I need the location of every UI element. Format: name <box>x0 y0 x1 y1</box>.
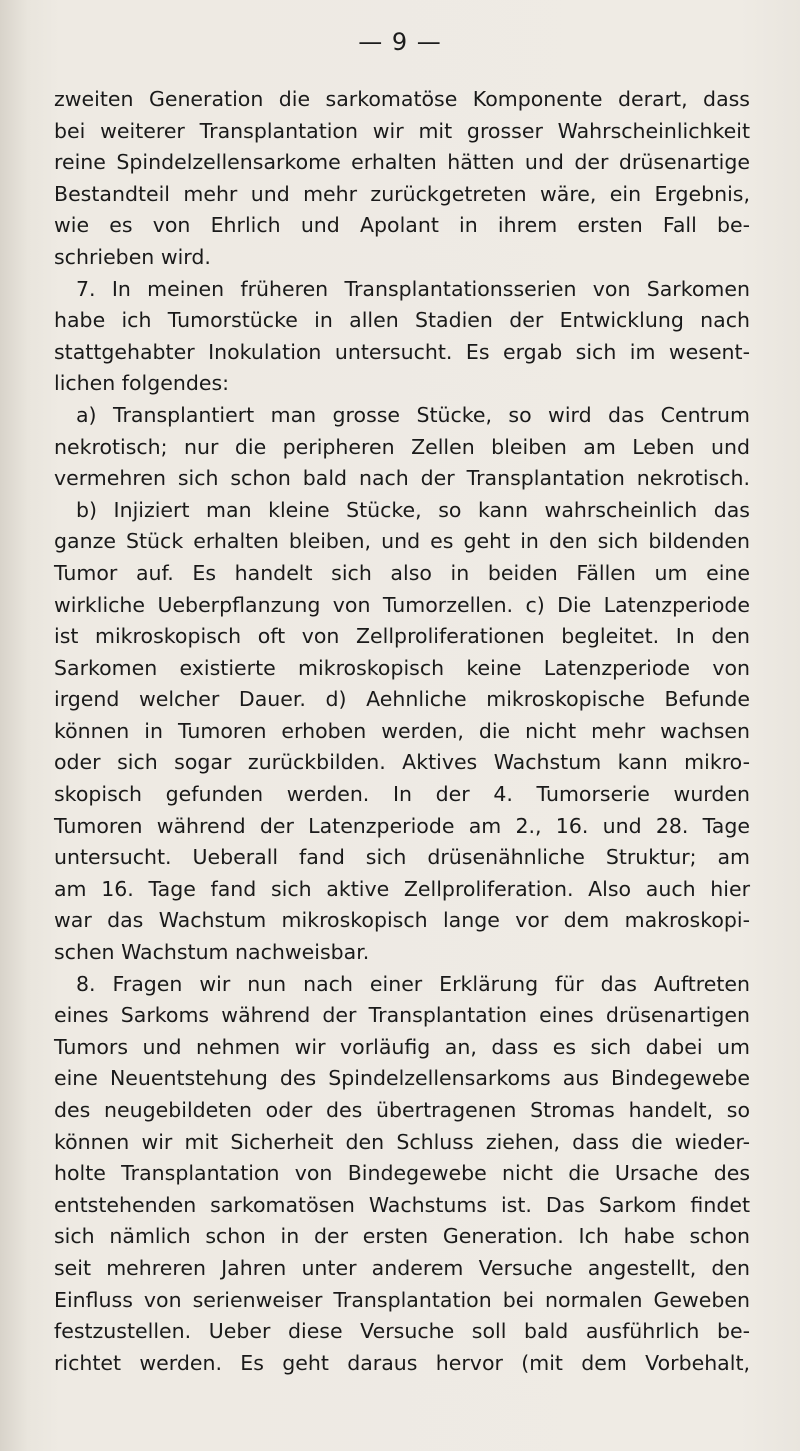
text-line: können in Tumoren erhoben werden, die nicht mehr wachsen <box>54 718 750 743</box>
text-line: a) Transplantiert man grosse Stücke, so wird das Centrum <box>76 402 750 427</box>
text-line: sich nämlich schon in der ersten Generation. Ich habe schon <box>54 1224 750 1249</box>
text-line: wie es von Ehrlich und Apolant in ihrem ersten Fall be- <box>54 213 750 238</box>
text-line: richtet werden. Es geht daraus hervor (mit dem Vorbehalt, <box>54 1350 750 1375</box>
page-number: — 9 — <box>358 28 442 56</box>
text-line: festzustellen. Ueber diese Versuche soll bald ausführlich be- <box>54 1319 750 1344</box>
text-line: Sarkomen existierte mikroskopisch keine Latenzperiode von <box>54 655 750 680</box>
text-line: bei weiterer Transplantation wir mit grosser Wahrscheinlichkeit <box>54 118 750 143</box>
text-line: können wir mit Sicherheit den Schluss ziehen, dass die wieder- <box>54 1129 750 1154</box>
text-line: eines Sarkoms während der Transplantation eines drüsenartigen <box>54 1003 750 1028</box>
text-line: reine Spindelzellensarkome erhalten hätten und der drüsenartige <box>54 150 750 175</box>
text-line: zweiten Generation die sarkomatöse Komponente derart, dass <box>54 87 750 111</box>
body-text <box>54 84 750 1379</box>
text-line: war das Wachstum mikroskopisch lange vor dem makroskopi- <box>54 908 750 933</box>
text-line: Bestandteil mehr und mehr zurückgetreten wäre, ein Ergebnis, <box>54 181 750 206</box>
text-line: Tumor auf. Es handelt sich also in beiden Fällen um eine <box>54 560 750 585</box>
text-line: Einfluss von serienweiser Transplantation bei normalen Geweben <box>54 1287 750 1312</box>
text-line: stattgehabter Inokulation untersucht. Es ergab sich im wesent- <box>54 339 750 364</box>
text-line: untersucht. Ueberall fand sich drüsenähnliche Struktur; am <box>54 845 750 870</box>
text-line: ganze Stück erhalten bleiben, und es geht in den sich bildenden <box>54 529 750 554</box>
text-line: b) Injiziert man kleine Stücke, so kann wahrscheinlich das <box>76 497 750 522</box>
text-line: schen Wachstum nachweisbar. <box>54 940 370 965</box>
text-line: eine Neuentstehung des Spindelzellensarkoms aus Bindegewebe <box>54 1066 750 1091</box>
text-line: holte Transplantation von Bindegewebe nicht die Ursache des <box>54 1161 750 1186</box>
text-line: habe ich Tumorstücke in allen Stadien der Entwicklung nach <box>54 308 750 333</box>
text-line: lichen folgendes: <box>54 371 230 396</box>
text-line: 8. Fragen wir nun nach einer Erklärung für das Auftreten <box>76 971 750 996</box>
text-line: oder sich sogar zurückbilden. Aktives Wachstum kann mikro- <box>54 750 750 775</box>
text-line: nekrotisch; nur die peripheren Zellen bleiben am Leben und <box>54 434 750 459</box>
text-line: irgend welcher Dauer. d) Aehnliche mikroskopische Befunde <box>54 687 750 712</box>
text-line: Tumors und nehmen wir vorläufig an, dass es sich dabei um <box>54 1034 750 1059</box>
text-line: skopisch gefunden werden. In der 4. Tumorserie wurden <box>54 782 750 807</box>
text-line: wirkliche Ueberpflanzung von Tumorzellen. c) Die Latenzperiode <box>54 592 750 617</box>
text-line: am 16. Tage fand sich aktive Zellproliferation. Also auch hier <box>54 876 750 901</box>
text-line: entstehenden sarkomatösen Wachstums ist. Das Sarkom findet <box>54 1192 750 1217</box>
text-line: seit mehreren Jahren unter anderem Versuche angestellt, den <box>54 1255 750 1280</box>
text-line: des neugebildeten oder des übertragenen Stromas handelt, so <box>54 1098 750 1122</box>
text-line: ist mikroskopisch oft von Zellproliferationen begleitet. In den <box>54 624 750 649</box>
text-line: vermehren sich schon bald nach der Transplantation nekrotisch. <box>54 466 750 491</box>
text-line: 7. In meinen früheren Transplantationsserien von Sarkomen <box>76 276 750 301</box>
text-line: schrieben wird. <box>54 244 211 269</box>
text-line: Tumoren während der Latenzperiode am 2., 16. und 28. Tage <box>54 813 750 838</box>
